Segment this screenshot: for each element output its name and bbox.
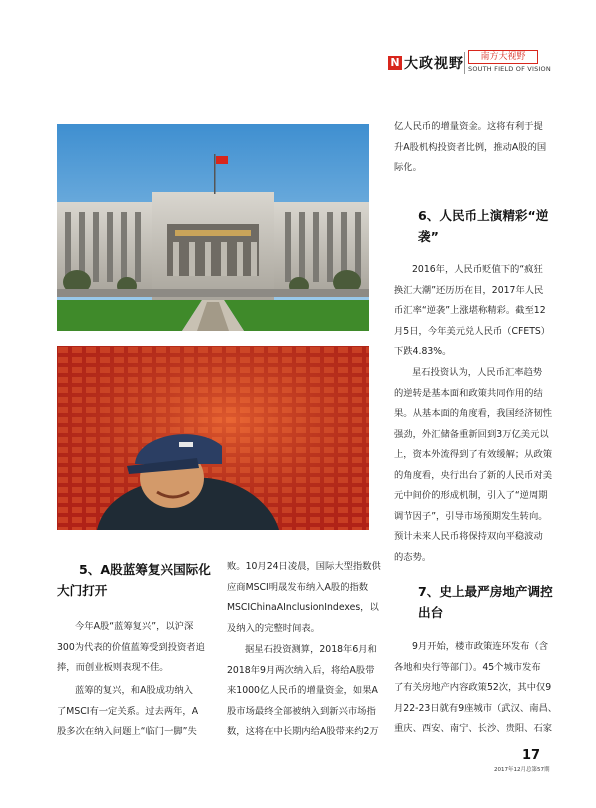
text-line: 股市场最终全部被纳入到新兴市场指 <box>227 705 376 717</box>
text-line: 预计未来人民币将保持双向平稳波动 <box>394 531 543 542</box>
text-line: 300为代表的价值蓝筹受到投资者追 <box>57 641 205 653</box>
section5-heading <box>57 559 229 601</box>
text-line: 及纳入的完整时间表。 <box>227 622 320 634</box>
col3-continuation-paragraph <box>394 117 547 179</box>
heading-line: 出台 <box>418 605 444 620</box>
text-line: 月22-23日就有9座城市（武汉、南昌、 <box>394 702 558 714</box>
section5-paragraph-1 <box>57 617 207 679</box>
text-line: 强劲，外汇储备重新回到3万亿美元以 <box>394 428 549 440</box>
magazine-english-name: SOUTH FIELD OF VISION <box>468 65 551 73</box>
text-line: 调节因子”，引导市场预期发生转向。 <box>394 510 548 522</box>
heading-line: 7、史上最严房地产调控 <box>418 584 553 599</box>
heading-line: 6、人民币上演精彩“逆 <box>418 208 549 223</box>
text-line: 了有关房地产内容政策52次，其中仅9 <box>394 682 552 693</box>
text-line: 蓝筹的复兴，和A股成功纳入 <box>75 685 193 696</box>
text-line: 币汇率“逆袭”上涨堪称精彩。截至12 <box>394 305 546 316</box>
text-line: 下跌4.83%。 <box>394 346 452 357</box>
text-line: 了MSCI有一定关系。过去两年，A <box>57 705 199 717</box>
text-line: 重庆、西安、南宁、长沙、贵阳、石家 <box>394 723 553 734</box>
text-line: 捧，而创业板则表现不佳。 <box>57 662 169 673</box>
text-line: 升A股机构投资者比例，推动A股的国 <box>394 141 547 153</box>
page-number: 17 <box>522 748 541 763</box>
text-line: 来1000亿人民币的增量资金，如果A <box>227 685 378 696</box>
magazine-name-tag: 南方大视野 <box>468 50 538 64</box>
investor-photo <box>57 346 369 530</box>
section6-heading <box>418 205 568 247</box>
bank-building-photo <box>57 124 369 331</box>
text-line: MSCIChinaAInclusionIndexes，以 <box>227 602 379 613</box>
text-line: 数，这将在中长期内给A股带来约2万 <box>227 726 379 737</box>
col2-paragraph-2 <box>227 640 377 743</box>
section7-heading <box>418 581 568 623</box>
text-line: 的角度看，央行出台了新的人民币对美 <box>394 469 553 481</box>
text-line: 败。10月24日凌晨，国际大型指数供 <box>227 561 381 572</box>
text-line: 据星石投资测算，2018年6月和 <box>245 644 377 655</box>
header-divider <box>464 52 465 74</box>
issue-label: 2017年12月总第57期 <box>494 767 550 773</box>
brand-logo-mark: N <box>388 56 402 70</box>
text-line: 亿人民币的增量资金。这将有利于提 <box>394 121 543 132</box>
text-line: 2016年，人民币贬值下的“疯狂 <box>412 264 543 275</box>
text-line: 的态势。 <box>394 551 432 563</box>
section-title: 大政视野 <box>404 56 464 72</box>
text-line: 9月开始，楼市政策连环发布（含 <box>412 641 549 652</box>
text-line: 应商MSCI明晟发布纳入A股的指数 <box>227 581 369 593</box>
text-line: 星石投资认为，人民币汇率趋势 <box>412 367 543 378</box>
text-line: 月5日，今年美元兑人民币（CFETS） <box>394 325 551 337</box>
text-line: 各地和央行等部门）。45个城市发布 <box>394 661 541 673</box>
text-line: 今年A股“蓝筹复兴”，以沪深 <box>75 621 194 632</box>
text-line: 的逆转是基本面和政策共同作用的结 <box>394 387 543 399</box>
text-line: 2018年9月两次纳入后，将给A股带 <box>227 664 375 676</box>
heading-line: 5、A股蓝筹复兴国际化 <box>79 562 211 577</box>
text-line: 上，资本外流得到了有效缓解；从政策 <box>394 449 553 460</box>
text-line: 股多次在纳入问题上“临门一脚”失 <box>57 726 197 737</box>
heading-line: 袭” <box>418 229 439 244</box>
section7-paragraph-1 <box>394 637 558 740</box>
text-line: 换汇大潮”还历历在目，2017年人民 <box>394 284 544 296</box>
section6-paragraph-1 <box>394 260 551 363</box>
section6-paragraph-2 <box>394 363 553 568</box>
text-line: 元中间价的形成机制，引入了“逆周期 <box>394 490 548 501</box>
text-line: 果。从基本面的角度看，我国经济韧性 <box>394 408 553 419</box>
heading-line: 大门打开 <box>57 583 108 598</box>
section5-paragraph-2 <box>57 681 207 743</box>
text-line: 际化。 <box>394 162 422 173</box>
col2-paragraph-1 <box>227 557 381 639</box>
